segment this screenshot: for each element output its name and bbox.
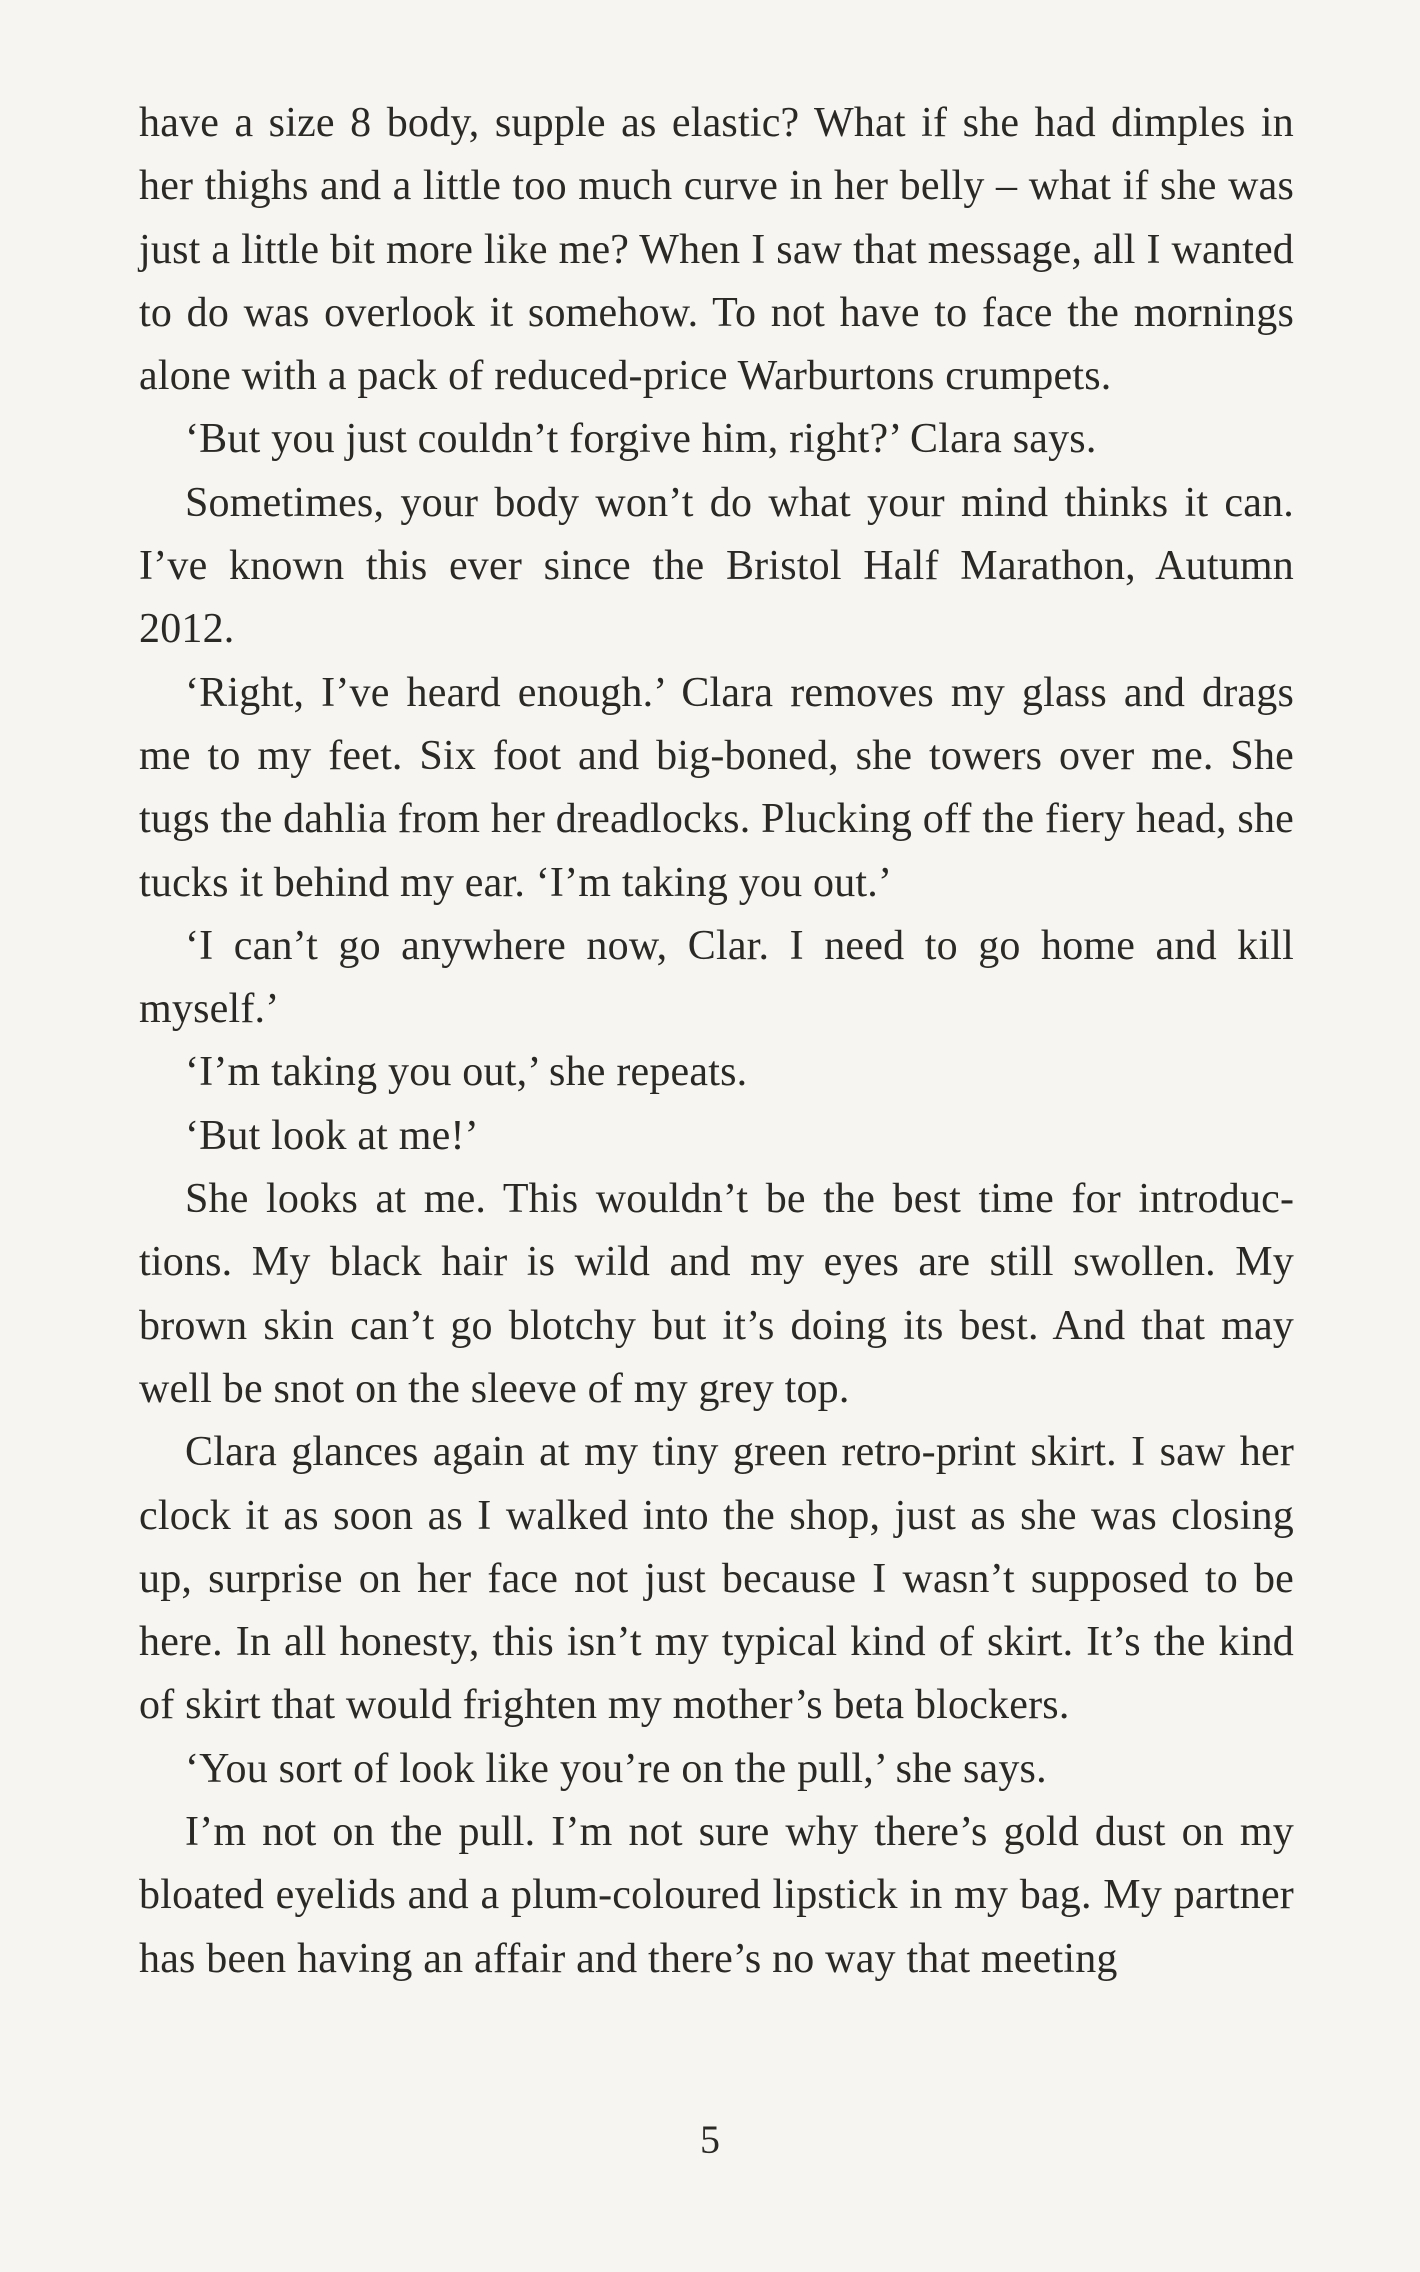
paragraph: Clara glances again at my tiny green retro-print skirt. I saw her clock it as soon as I walked into the shop, just as she was closing up, surprise on her face not just because I wasn’t supposed to be here. In all honesty, this isn’t my typical kind of skirt. It’s the kind of skirt that would frighten my mother’s beta blockers. bbox=[139, 1429, 1294, 1729]
paragraph: ‘I can’t go anywhere now, Clar. I need to go home and kill myself.’ bbox=[139, 922, 1294, 1033]
paragraph: Sometimes, your body won’t do what your mind thinks it can. I’ve known this ever since the Bristol Half Marathon, Autumn 2012. bbox=[139, 479, 1294, 653]
paragraph: I’m not on the pull. I’m not sure why there’s gold dust on my bloated eyelids and a plum-coloured lipstick in my bag. My partner has been having an affair and there’s no way that meeting bbox=[139, 1809, 1294, 1982]
body-text bbox=[139, 92, 1294, 1991]
paragraph: ‘But you just couldn’t forgive him, right?’ Clara says. bbox=[185, 416, 1097, 463]
paragraph: ‘I’m taking you out,’ she repeats. bbox=[185, 1049, 748, 1096]
paragraph: ‘Right, I’ve heard enough.’ Clara removes my glass and drags me to my feet. Six foot and big-boned, she towers over me. She tugs the dahlia from her dreadlocks. Plucking off the fiery head, she tucks it behind my ear. ‘I’m taking you out.’ bbox=[139, 669, 1294, 906]
paragraph: have a size 8 body, supple as elastic? What if she had dimples in her thighs and a little too much curve in her belly – what if she was just a little bit more like me? When I saw that message, all I wanted to do was overlook it somehow. To not have to face the mornings alone with a pack of reduced-price Warburtons crumpets. bbox=[139, 100, 1294, 400]
paragraph: ‘But look at me!’ bbox=[185, 1112, 479, 1159]
page-number: 5 bbox=[700, 2117, 720, 2162]
paragraph: She looks at me. This wouldn’t be the best time for introductions. My black hair is wild and my eyes are still swollen. My brown skin can’t go blotchy but it’s doing its best. And that may well be snot on the sleeve of my grey top. bbox=[139, 1176, 1294, 1412]
paragraph: ‘You sort of look like you’re on the pull,’ she says. bbox=[185, 1745, 1047, 1792]
